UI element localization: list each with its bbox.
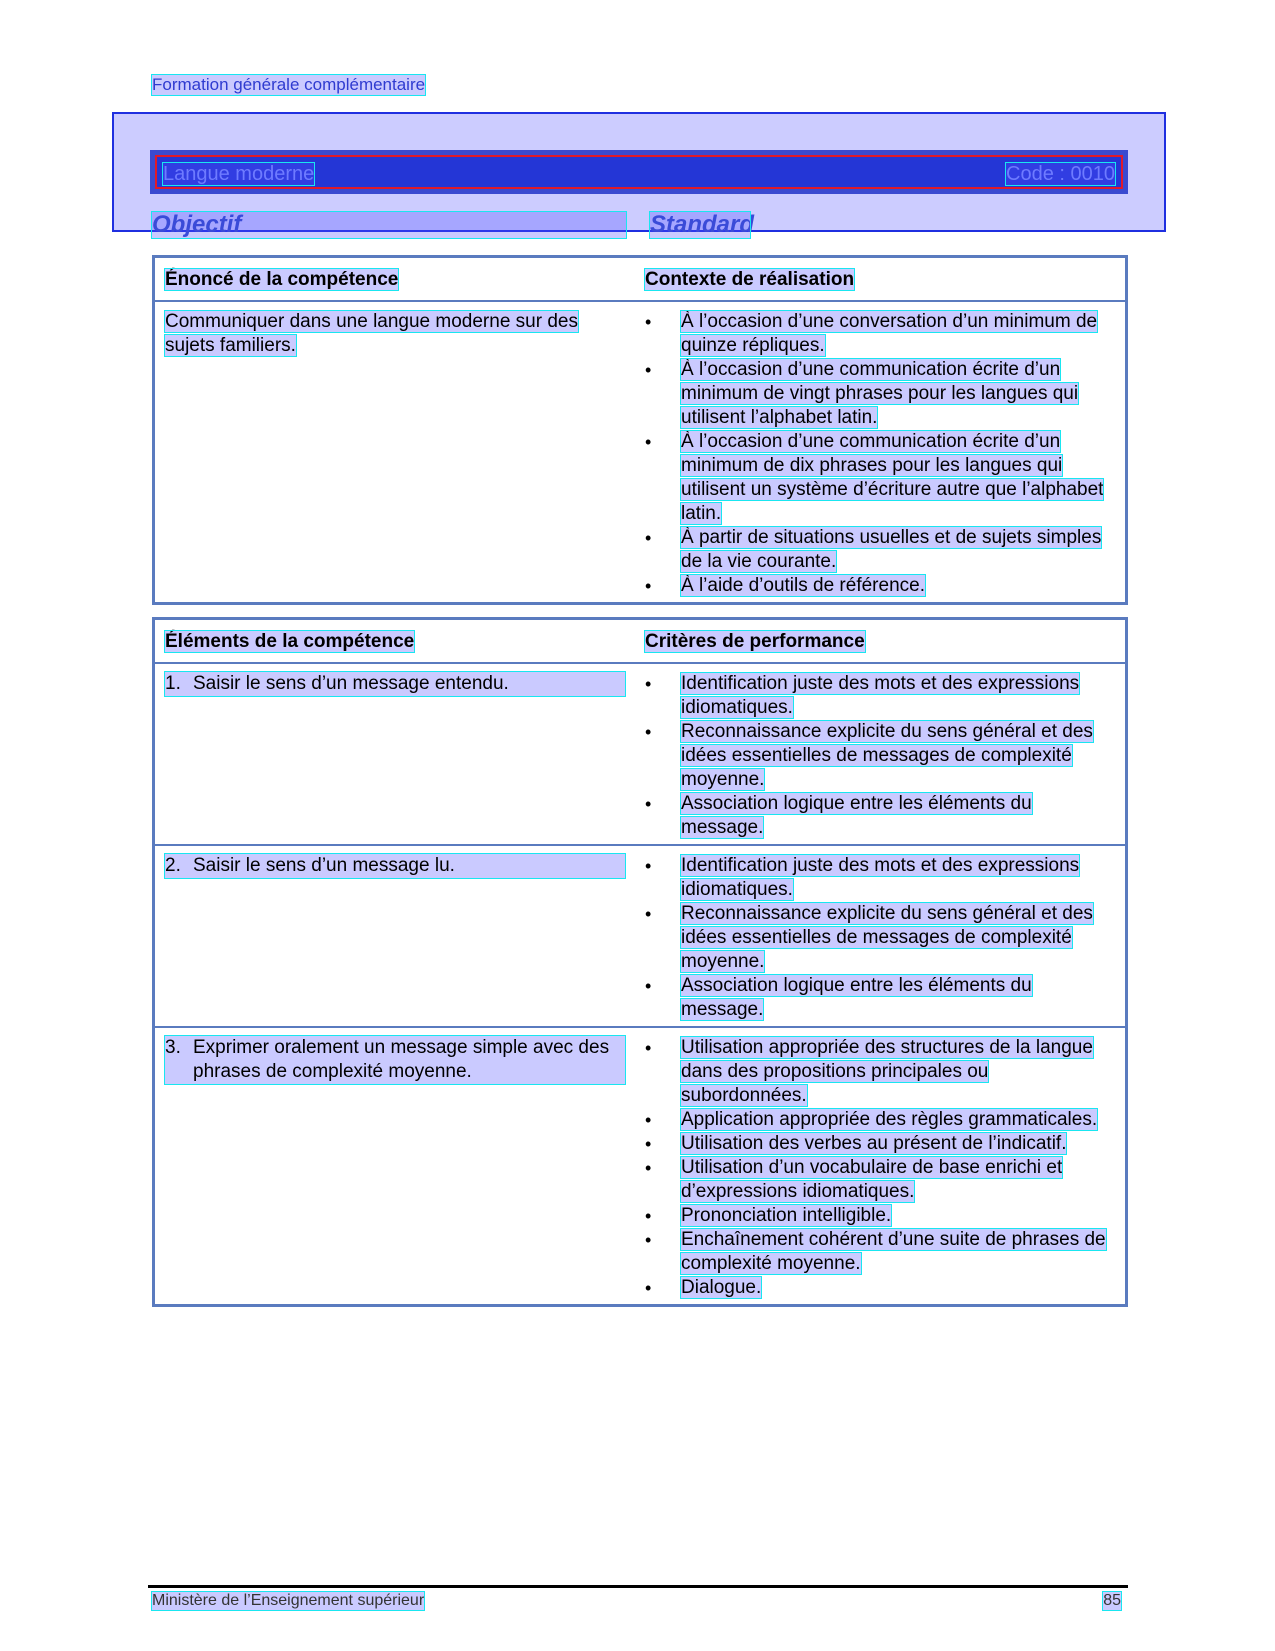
list-item: • Identification juste des mots et des expressions idiomatiques. bbox=[645, 672, 1115, 720]
list-item: • Association logique entre les éléments du message. bbox=[645, 974, 1115, 1022]
context-list bbox=[645, 310, 1115, 598]
list-item: • À l’occasion d’une communication écrite d’un minimum de vingt phrases pour les langues qui utilisent l’alphabet latin. bbox=[645, 358, 1115, 430]
elements-table bbox=[152, 617, 1128, 1307]
list-item: • Utilisation d’un vocabulaire de base enrichi et d’expressions idiomatiques. bbox=[645, 1156, 1115, 1204]
course-code: Code : 0010 bbox=[1006, 163, 1115, 185]
element-3: 3. Exprimer oralement un message simple avec des phrases de complexité moyenne. bbox=[165, 1036, 625, 1084]
list-item: • Identification juste des mots et des expressions idiomatiques. bbox=[645, 854, 1115, 902]
col-header-elements: Éléments de la compétence bbox=[165, 631, 415, 652]
course-bar-inner bbox=[155, 155, 1123, 189]
list-item: • À l’occasion d’une conversation d’un minimum de quinze répliques. bbox=[645, 310, 1115, 358]
col-header-enonce: Énoncé de la compétence bbox=[165, 269, 399, 290]
list-item: • Association logique entre les éléments du message. bbox=[645, 792, 1115, 840]
running-title: Formation générale complémentaire bbox=[152, 75, 426, 94]
list-item: • Enchaînement cohérent d’une suite de phrases de complexité moyenne. bbox=[645, 1228, 1115, 1276]
competence-statement: Communiquer dans une langue moderne sur des sujets familiers. bbox=[165, 311, 578, 356]
col-header-contexte: Contexte de réalisation bbox=[645, 269, 855, 290]
list-item: • Utilisation des verbes au présent de l’indicatif. bbox=[645, 1132, 1115, 1156]
criteria-list-3 bbox=[645, 1036, 1115, 1300]
list-item: • Reconnaissance explicite du sens général et des idées essentielles de messages de complexité moyenne. bbox=[645, 720, 1115, 792]
course-bar bbox=[150, 150, 1128, 194]
element-2: 2. Saisir le sens d’un message lu. bbox=[165, 854, 625, 878]
standard-heading: Standard bbox=[650, 211, 755, 238]
list-item: • Dialogue. bbox=[645, 1276, 1115, 1300]
course-name: Langue moderne bbox=[163, 163, 315, 185]
competence-table bbox=[152, 255, 1128, 605]
list-item: • Prononciation intelligible. bbox=[645, 1204, 1115, 1228]
objectif-heading: Objectif bbox=[152, 212, 626, 238]
list-item: • À l’aide d’outils de référence. bbox=[645, 574, 1115, 598]
footer-rule bbox=[148, 1585, 1128, 1588]
element-1: 1. Saisir le sens d’un message entendu. bbox=[165, 672, 625, 696]
criteria-list-1 bbox=[645, 672, 1115, 840]
list-item: • À partir de situations usuelles et de sujets simples de la vie courante. bbox=[645, 526, 1115, 574]
page-number: 85 bbox=[1103, 1592, 1121, 1609]
list-item: • Application appropriée des règles grammaticales. bbox=[645, 1108, 1115, 1132]
criteria-list-2 bbox=[645, 854, 1115, 1022]
footer-ministry: Ministère de l’Enseignement supérieur bbox=[152, 1592, 425, 1609]
list-item: • Reconnaissance explicite du sens général et des idées essentielles de messages de complexité moyenne. bbox=[645, 902, 1115, 974]
list-item: • Utilisation appropriée des structures de la langue dans des propositions principales ou subordonnées. bbox=[645, 1036, 1115, 1108]
list-item: • À l’occasion d’une communication écrite d’un minimum de dix phrases pour les langues qui utilisent un système d’écriture autre que l’alphabet latin. bbox=[645, 430, 1115, 526]
col-header-criteres: Critères de performance bbox=[645, 631, 865, 652]
